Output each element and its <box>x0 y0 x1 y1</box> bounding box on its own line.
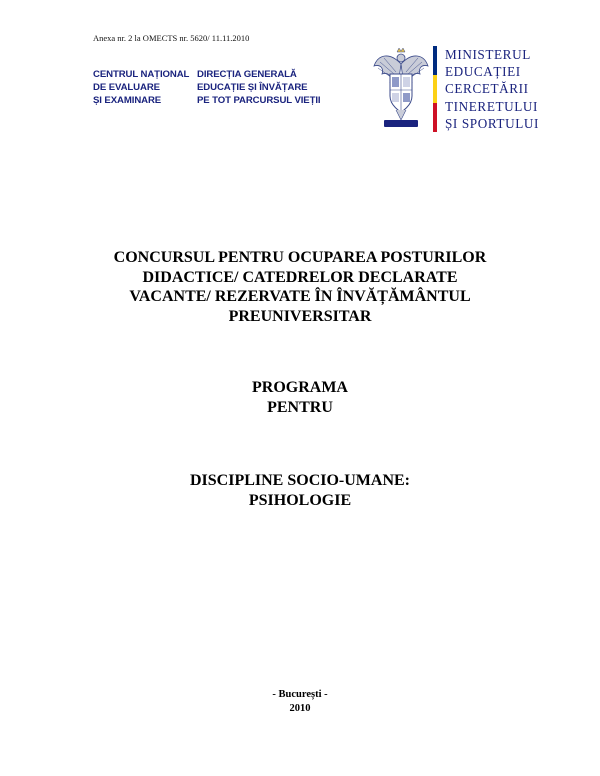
footer-city: - București - <box>272 689 328 700</box>
flag-yellow-stripe <box>433 75 437 103</box>
program-line: PENTRU <box>267 398 333 416</box>
place-date-footer <box>0 688 600 716</box>
institution-line: DIRECȚIA GENERALĂ <box>197 69 297 80</box>
institution-line: ȘI EXAMINARE <box>93 95 162 106</box>
tricolor-bar <box>433 46 437 132</box>
discipline-line: DISCIPLINE SOCIO-UMANE: <box>189 472 411 489</box>
institution-line: DE EVALUARE <box>93 82 160 93</box>
institution-line: EDUCAȚIE ȘI ÎNVĂȚARE <box>197 82 308 93</box>
program-heading <box>0 378 600 417</box>
discipline-line: PSIHOLOGIE <box>248 491 352 509</box>
discipline-heading <box>0 471 600 510</box>
romanian-coat-of-arms-icon <box>372 44 430 132</box>
institution-line: CENTRUL NAȚIONAL <box>93 69 190 80</box>
annex-reference: Anexa nr. 2 la OMECTS nr. 5620/ 11.11.2010 <box>93 33 250 43</box>
title-line: DIDACTICE/ CATEDRELOR DECLARATE <box>142 268 458 286</box>
institution-cnee <box>93 68 189 107</box>
flag-red-stripe <box>433 103 437 132</box>
institution-dgeiptv <box>197 68 321 107</box>
document-title <box>0 248 600 326</box>
footer-year: 2010 <box>289 703 311 714</box>
flag-blue-stripe <box>433 46 437 75</box>
ministry-line: MINISTERUL <box>445 47 531 62</box>
title-line: VACANTE/ REZERVATE ÎN ÎNVĂȚĂMÂNTUL <box>129 288 471 305</box>
ministry-name <box>445 46 539 132</box>
title-line: CONCURSUL PENTRU OCUPAREA POSTURILOR <box>113 249 487 266</box>
institution-line: PE TOT PARCURSUL VIEȚII <box>197 95 321 106</box>
ministry-line: ȘI SPORTULUI <box>445 115 539 131</box>
title-line: PREUNIVERSITAR <box>228 307 372 325</box>
ministry-line: CERCETĂRII <box>445 81 529 97</box>
ministry-line: TINERETULUI <box>445 98 539 114</box>
program-line: PROGRAMA <box>252 379 348 396</box>
ministry-line: EDUCAȚIEI <box>445 64 521 80</box>
